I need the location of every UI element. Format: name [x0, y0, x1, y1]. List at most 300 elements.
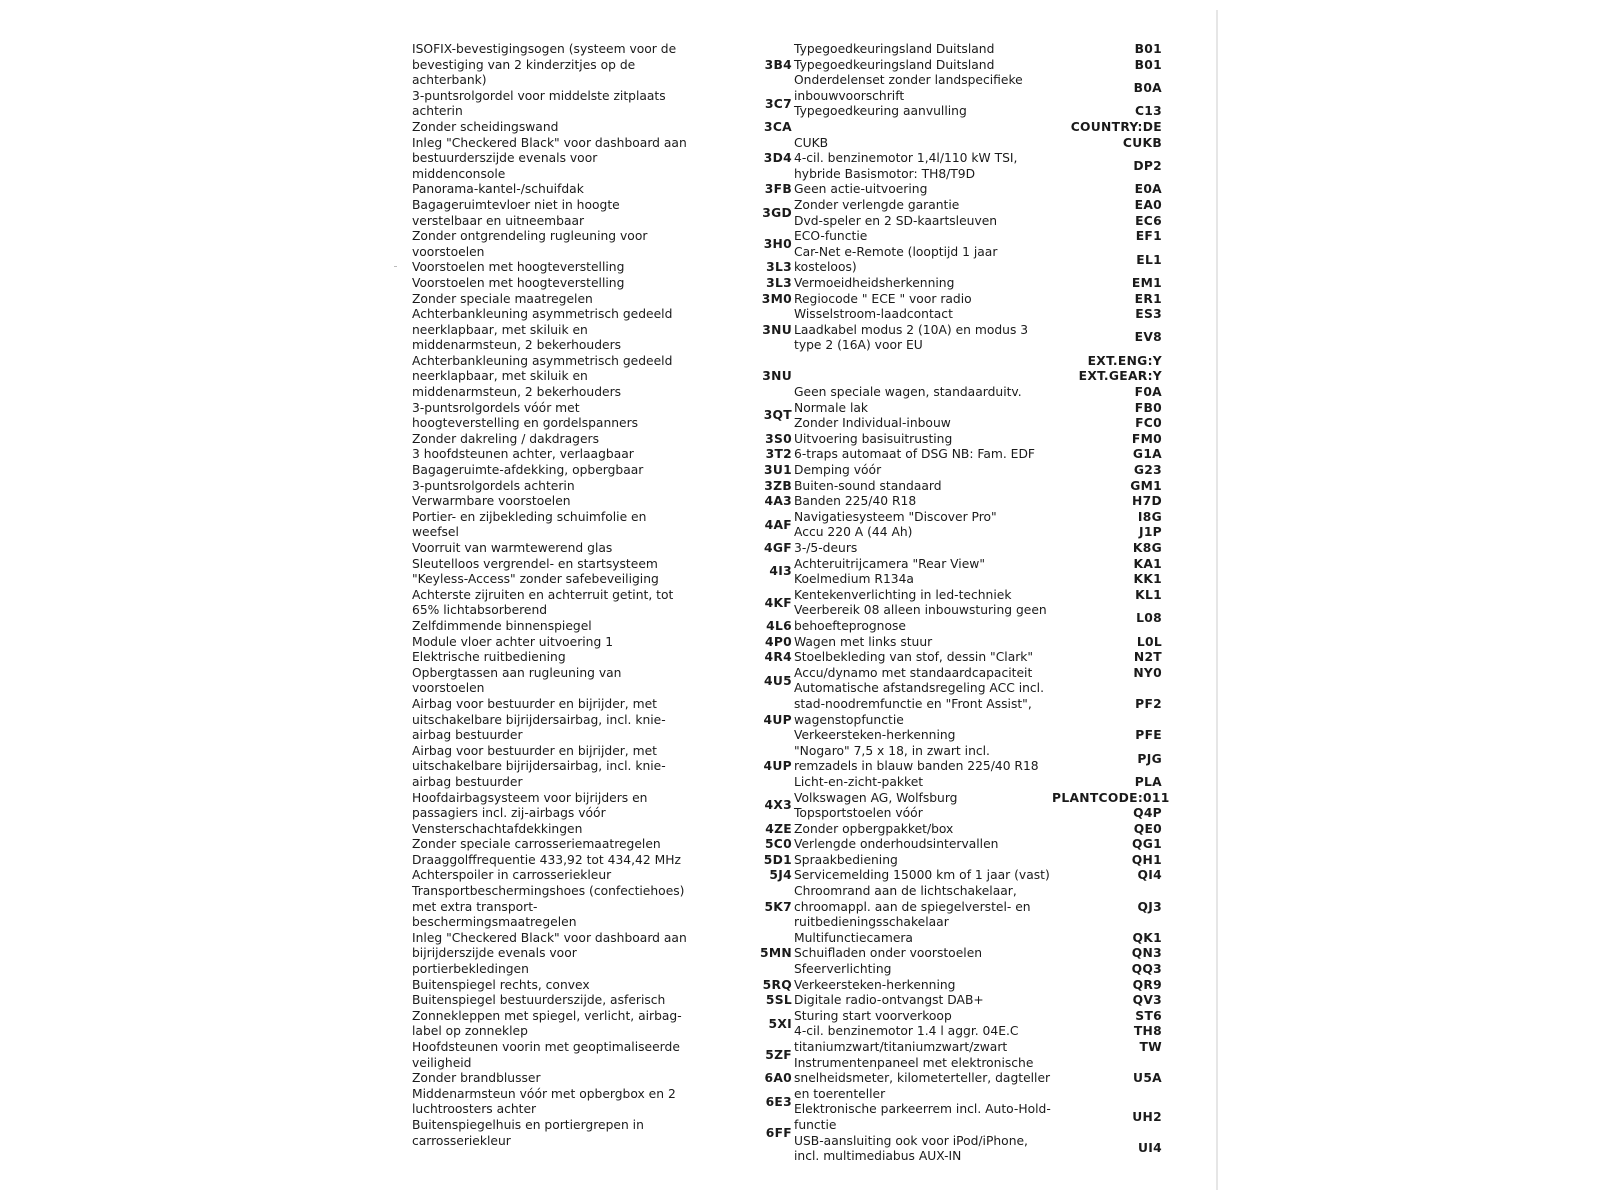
option-row [794, 214, 1162, 230]
option-row [794, 73, 1162, 104]
option-code: 3H0 [763, 236, 792, 251]
option-description [412, 884, 724, 931]
description-line: kosteloos) [794, 260, 857, 275]
description-line: Zonder brandblusser [412, 1071, 541, 1086]
description-line: achterin [412, 104, 463, 119]
option-description [412, 401, 724, 432]
description-line: Zelfdimmende binnenspiegel [412, 618, 592, 633]
description-line: Airbag voor bestuurder en bijrijder, met [412, 743, 657, 758]
option-row [794, 1009, 1162, 1025]
description-line: Voorstoelen met hoogteverstelling [412, 260, 625, 275]
option-row [794, 151, 1162, 182]
option-code: 5RQ [762, 977, 792, 992]
option-code: 3FB [764, 182, 792, 197]
description-line: Vermoeidheidsherkenning [794, 275, 955, 290]
description-line: ECO-functie [794, 229, 868, 244]
option-description [794, 588, 1052, 604]
option-code: QQ3 [1131, 962, 1162, 977]
option-row [794, 962, 1162, 978]
right-option-list [794, 42, 1170, 1165]
description-line: Sleutelloos vergrendel- en startsysteem [412, 556, 658, 571]
option-code: 4ZE [765, 821, 792, 836]
option-code: DP2 [1133, 158, 1162, 173]
option-code: L0L [1136, 634, 1162, 649]
option-row [412, 463, 792, 479]
option-row [412, 494, 792, 510]
option-row [412, 697, 792, 744]
description-line: Instrumentenpaneel met elektronische [794, 1055, 1034, 1070]
option-code: UI4 [1137, 1141, 1162, 1156]
option-code: B0A [1133, 80, 1162, 95]
option-row [794, 931, 1162, 947]
option-row [794, 292, 1162, 308]
description-line: Bagageruimtevloer niet in hoogte [412, 197, 620, 212]
option-row [794, 806, 1162, 822]
option-code: B01 [1134, 42, 1162, 56]
option-description [794, 572, 1052, 588]
description-line: Voorstoelen met hoogteverstelling [412, 275, 625, 290]
option-description [794, 1040, 1052, 1056]
option-row [794, 603, 1162, 634]
option-description [412, 447, 724, 463]
option-row [412, 292, 792, 308]
option-code: G1A [1132, 447, 1162, 462]
description-line: Verlengde onderhoudsintervallen [794, 837, 999, 852]
option-description [794, 479, 1052, 495]
description-line: Wisselstroom-laadcontact [794, 307, 953, 322]
option-description [794, 557, 1052, 573]
option-row [412, 276, 792, 292]
option-row [412, 447, 792, 463]
option-row [412, 837, 792, 853]
option-code: TH8 [1133, 1024, 1162, 1039]
option-description [412, 432, 724, 448]
option-description [794, 1056, 1052, 1103]
option-code: QI4 [1137, 868, 1162, 883]
option-description [794, 993, 1052, 1009]
option-row [794, 510, 1162, 526]
description-line: Inleg "Checkered Black" voor dashboard aan [412, 135, 687, 150]
option-description [412, 276, 724, 292]
option-description [412, 931, 724, 978]
option-description [794, 822, 1052, 838]
description-line: Veerbereik 08 alleen inbouwsturing geen [794, 603, 1047, 618]
option-code: 3CA [764, 119, 792, 134]
option-description [412, 510, 724, 541]
description-line: Servicemelding 15000 km of 1 jaar (vast) [794, 868, 1050, 883]
description-line: behoefteprognose [794, 618, 906, 633]
description-line: veiligheid [412, 1055, 472, 1070]
option-description [794, 510, 1052, 526]
option-code: 3T2 [765, 447, 792, 462]
description-line: Voorruit van warmtewerend glas [412, 541, 613, 555]
description-line: 3 hoofdsteunen achter, verlaagbaar [412, 447, 634, 462]
description-line: Zonder scheidingswand [412, 119, 559, 134]
option-row [794, 853, 1162, 869]
option-row [794, 837, 1162, 853]
option-row [412, 510, 792, 541]
description-line: Achterbankleuning asymmetrisch gedeeld [412, 353, 673, 368]
option-row [412, 182, 792, 198]
option-row [794, 1102, 1162, 1133]
option-row [412, 198, 792, 229]
description-line: Panorama-kantel-/schuifdak [412, 182, 584, 197]
description-line: Normale lak [794, 400, 869, 415]
description-line: Achterspoiler in carrosseriekleur [412, 868, 612, 883]
option-description [412, 198, 724, 229]
description-line: Buiten-sound standaard [794, 478, 942, 493]
description-line: chroomappl. aan de spiegelverstel- en [794, 899, 1031, 914]
option-description [412, 541, 724, 557]
description-line: 3-/5-deurs [794, 541, 858, 555]
option-description [412, 292, 724, 308]
description-line: Car-Net e-Remote (looptijd 1 jaar [794, 244, 998, 259]
description-line: bevestiging van 2 kinderzitjes op de [412, 57, 636, 72]
description-line: Airbag voor bestuurder en bijrijder, met [412, 696, 657, 711]
description-line: Opbergtassen aan rugleuning van [412, 665, 622, 680]
option-code: EC6 [1135, 213, 1162, 228]
option-row [794, 884, 1162, 931]
option-code: 3L3 [766, 275, 792, 290]
option-row [412, 822, 792, 838]
description-line: Transportbeschermingshoes (confectiehoes) [412, 884, 685, 899]
option-code: I8G [1137, 509, 1162, 524]
description-line: middenarmsteun, 2 bekerhouders [412, 385, 622, 400]
description-line: middenarmsteun, 2 bekerhouders [412, 338, 622, 353]
option-description [412, 307, 724, 354]
description-line: uitschakelbare bijrijdersairbag, incl. knie- [412, 759, 666, 774]
option-code: 4AF [764, 517, 792, 532]
option-code: 4X3 [764, 798, 792, 813]
option-description [794, 744, 1052, 775]
description-line: Verwarmbare voorstoelen [412, 494, 571, 509]
option-row [412, 1009, 792, 1040]
option-code: H7D [1132, 494, 1162, 509]
option-description [794, 635, 1052, 651]
option-code: 4U5 [764, 673, 792, 688]
description-line: functie [794, 1117, 837, 1132]
option-code: 3M0 [761, 291, 792, 306]
option-description [412, 136, 724, 183]
option-code: U5A [1133, 1071, 1162, 1086]
description-line: Accu 220 A (44 Ah) [794, 525, 913, 540]
option-row [412, 354, 792, 401]
description-line: Spraakbediening [794, 852, 898, 867]
page-edge [1216, 10, 1218, 1190]
option-code: QN3 [1131, 946, 1162, 961]
option-row [794, 1056, 1162, 1103]
option-row [412, 588, 792, 619]
description-line: Multifunctiecamera [794, 930, 913, 945]
option-code: E0A [1134, 182, 1162, 197]
description-line: Typegoedkeuringsland Duitsland [794, 42, 995, 56]
option-row [794, 42, 1162, 58]
description-line: Zonder verlengde garantie [794, 197, 960, 212]
option-code: PF2 [1135, 696, 1162, 711]
description-line: Kentekenverlichting in led-techniek [794, 587, 1012, 602]
option-description [794, 525, 1052, 541]
option-row [794, 1024, 1162, 1040]
option-description [412, 354, 724, 401]
option-description [412, 1118, 724, 1149]
description-line: titaniumzwart/titaniumzwart/zwart [794, 1040, 1008, 1054]
option-code: 3D4 [763, 151, 792, 166]
option-description [794, 401, 1052, 417]
description-line: Buitenspiegel rechts, convex [412, 977, 590, 992]
option-row [794, 557, 1162, 573]
option-row [412, 791, 792, 822]
option-row [794, 728, 1162, 744]
option-code: 4R4 [764, 650, 792, 665]
description-line: ISOFIX-bevestigingsogen (systeem voor de [412, 42, 677, 56]
option-description [412, 697, 724, 744]
description-line: Banden 225/40 R18 [794, 494, 917, 509]
option-row [794, 525, 1162, 541]
option-code: 4L6 [766, 618, 792, 633]
option-code: 4GF [764, 541, 792, 555]
option-description [412, 1009, 724, 1040]
description-line: Demping vóór [794, 463, 882, 478]
option-description [412, 229, 724, 260]
option-code: GM1 [1130, 478, 1162, 493]
option-description [794, 666, 1052, 682]
option-description [794, 962, 1052, 978]
description-line: Uitvoering basisuitrusting [794, 431, 953, 446]
option-code: QJ3 [1137, 899, 1162, 914]
option-row [794, 666, 1162, 682]
option-row [794, 104, 1162, 120]
option-row [412, 260, 792, 276]
description-line: Elektronische parkeerrem incl. Auto-Hold- [794, 1102, 1051, 1117]
option-description [794, 681, 1052, 728]
description-line: beschermingsmaatregelen [412, 915, 577, 930]
option-code: COUNTRY:DE [1070, 119, 1162, 134]
option-description [794, 58, 1052, 74]
description-line: carrosseriekleur [412, 1133, 511, 1148]
option-code: 6FF [765, 1125, 792, 1140]
option-description [412, 260, 724, 276]
description-line: luchtroosters achter [412, 1102, 537, 1117]
description-line: Regiocode " ECE " voor radio [794, 291, 972, 306]
option-code: C13 [1134, 104, 1162, 119]
option-description [794, 136, 1052, 152]
option-description [412, 837, 724, 853]
option-row [412, 479, 792, 495]
option-row [794, 790, 1170, 807]
option-description [412, 463, 724, 479]
option-description [412, 557, 724, 588]
description-line: Navigatiesysteem "Discover Pro" [794, 509, 997, 524]
option-row [794, 993, 1162, 1009]
option-row [794, 635, 1162, 651]
option-description [794, 42, 1052, 58]
option-row [412, 993, 792, 1009]
option-description [412, 853, 724, 869]
option-description [794, 214, 1052, 230]
option-code: 4I3 [769, 564, 792, 579]
description-line: middenconsole [412, 166, 506, 181]
option-row [794, 463, 1162, 479]
option-row [794, 541, 1162, 557]
option-description [794, 791, 1052, 807]
description-line: Buitenspiegel bestuurderszijde, asferisch [412, 993, 666, 1008]
description-line: Laadkabel modus 2 (10A) en modus 3 [794, 322, 1029, 337]
option-code: 3U1 [764, 463, 792, 478]
option-code: 5D1 [763, 852, 792, 867]
option-row [794, 369, 1162, 385]
option-code: EV8 [1134, 330, 1162, 345]
description-line: Achterbankleuning asymmetrisch gedeeld [412, 307, 673, 322]
option-row [412, 229, 792, 260]
description-line: verstelbaar en uitneembaar [412, 213, 585, 228]
option-code: QV3 [1132, 993, 1162, 1008]
option-description [412, 120, 724, 136]
option-description [794, 650, 1052, 666]
description-line: bestuurderszijde evenals voor [412, 151, 598, 166]
description-line: Schuifladen onder voorstoelen [794, 946, 983, 961]
option-code: 3NU [762, 322, 792, 337]
option-code: UH2 [1132, 1110, 1162, 1125]
option-code: G23 [1133, 463, 1162, 478]
option-description [412, 89, 724, 120]
option-row [412, 120, 792, 136]
option-code: L08 [1136, 611, 1162, 626]
description-line: Accu/dynamo met standaardcapaciteit [794, 665, 1033, 680]
option-row [412, 89, 792, 120]
option-row [412, 432, 792, 448]
option-code: 5ZF [765, 1047, 792, 1062]
description-line: Wagen met links stuur [794, 634, 933, 649]
option-description [412, 822, 724, 838]
option-row [794, 120, 1162, 136]
option-code: PLA [1134, 774, 1162, 789]
description-line: Buitenspiegelhuis en portiergrepen in [412, 1117, 644, 1132]
option-row [412, 619, 792, 635]
description-line: Licht-en-zicht-pakket [794, 774, 924, 789]
option-row [412, 666, 792, 697]
option-row [412, 42, 792, 89]
option-row [794, 276, 1162, 292]
option-code: QG1 [1131, 837, 1162, 852]
option-code: FB0 [1134, 400, 1162, 415]
description-line: Onderdelenset zonder landspecifieke [794, 73, 1023, 88]
option-code: FC0 [1135, 416, 1162, 431]
option-code: NY0 [1133, 665, 1162, 680]
option-code: B01 [1134, 57, 1162, 72]
description-line: ruitbedieningsschakelaar [794, 915, 949, 930]
description-line: voorstoelen [412, 244, 485, 259]
option-row [412, 1040, 792, 1071]
option-row [794, 245, 1162, 276]
description-line [794, 120, 1052, 136]
description-line: Verkeersteken-herkenning [794, 977, 956, 992]
left-option-list [412, 42, 792, 1149]
option-description [412, 744, 724, 791]
option-row [412, 650, 792, 666]
option-description [412, 635, 724, 651]
option-description [794, 354, 1052, 370]
description-line: airbag bestuurder [412, 728, 523, 743]
description-line: type 2 (16A) voor EU [794, 338, 923, 353]
description-line: achterbank) [412, 73, 487, 88]
option-code: KL1 [1135, 587, 1162, 602]
option-description [794, 416, 1052, 432]
description-line: Chroomrand aan de lichtschakelaar, [794, 884, 1017, 899]
option-row [794, 432, 1162, 448]
option-code: KA1 [1133, 556, 1162, 571]
description-line: Inleg "Checkered Black" voor dashboard aan [412, 930, 687, 945]
option-description [412, 1040, 724, 1071]
option-code: 3ZB [764, 478, 792, 493]
option-code: EXT.ENG:Y [1087, 353, 1162, 368]
option-description [794, 73, 1052, 104]
option-description [794, 323, 1052, 354]
option-code: F0A [1134, 385, 1162, 400]
option-description [794, 1102, 1052, 1133]
option-description [412, 993, 724, 1009]
option-description [794, 151, 1052, 182]
description-line: Hoofdsteunen voorin met geoptimaliseerde [412, 1040, 680, 1054]
option-row [412, 931, 792, 978]
option-row [794, 401, 1162, 417]
option-description [794, 447, 1052, 463]
description-line: Zonder Individual-inbouw [794, 416, 951, 431]
description-line: Zonder dakreling / dakdragers [412, 431, 599, 446]
description-line: uitschakelbare bijrijdersairbag, incl. knie- [412, 712, 666, 727]
description-line: neerklapbaar, met skiluik en [412, 322, 588, 337]
option-description [794, 385, 1052, 401]
description-line: Bagageruimte-afdekking, opbergbaar [412, 463, 644, 478]
option-row [794, 385, 1162, 401]
option-description [794, 307, 1052, 323]
description-line: 4-cil. benzinemotor 1.4 l aggr. 04E.C [794, 1024, 1019, 1039]
description-line: Achterste zijruiten en achterruit getint, tot [412, 587, 674, 602]
option-code: 3QT [763, 408, 792, 423]
description-line: Zonder speciale carrosseriemaatregelen [412, 837, 661, 852]
option-row [794, 744, 1162, 775]
description-line: airbag bestuurder [412, 774, 523, 789]
description-line: Zonnekleppen met spiegel, verlicht, airbag- [412, 1008, 682, 1023]
description-line: Zonder opbergpakket/box [794, 821, 954, 836]
description-line: Achteruitrijcamera "Rear View" [794, 556, 986, 571]
option-row [794, 978, 1162, 994]
option-description [412, 479, 724, 495]
description-line: Typegoedkeuring aanvulling [794, 104, 967, 119]
option-code: 4P0 [764, 634, 792, 649]
option-code: 4A3 [764, 494, 792, 509]
option-description [794, 853, 1052, 869]
description-line: Elektrische ruitbediening [412, 650, 566, 665]
description-line: label op zonneklep [412, 1024, 528, 1039]
description-line: Hoofdairbagsysteem voor bijrijders en [412, 790, 648, 805]
option-row [794, 650, 1162, 666]
option-description [794, 229, 1052, 245]
description-line: "Keyless-Access" zonder safebeveiliging [412, 572, 659, 587]
description-line: 3-puntsrolgordels achterin [412, 478, 575, 493]
option-row [412, 401, 792, 432]
description-line: 3-puntsrolgordel voor middelste zitplaats [412, 88, 666, 103]
option-row [794, 182, 1162, 198]
option-description [794, 884, 1052, 931]
description-line: passagiers incl. zij-airbags vóór [412, 806, 606, 821]
option-description [412, 588, 724, 619]
option-row [794, 479, 1162, 495]
option-description [412, 1087, 724, 1118]
option-description [794, 541, 1052, 557]
option-description [412, 666, 724, 697]
description-line: portierbekledingen [412, 962, 529, 977]
option-code: 4UP [763, 759, 792, 774]
